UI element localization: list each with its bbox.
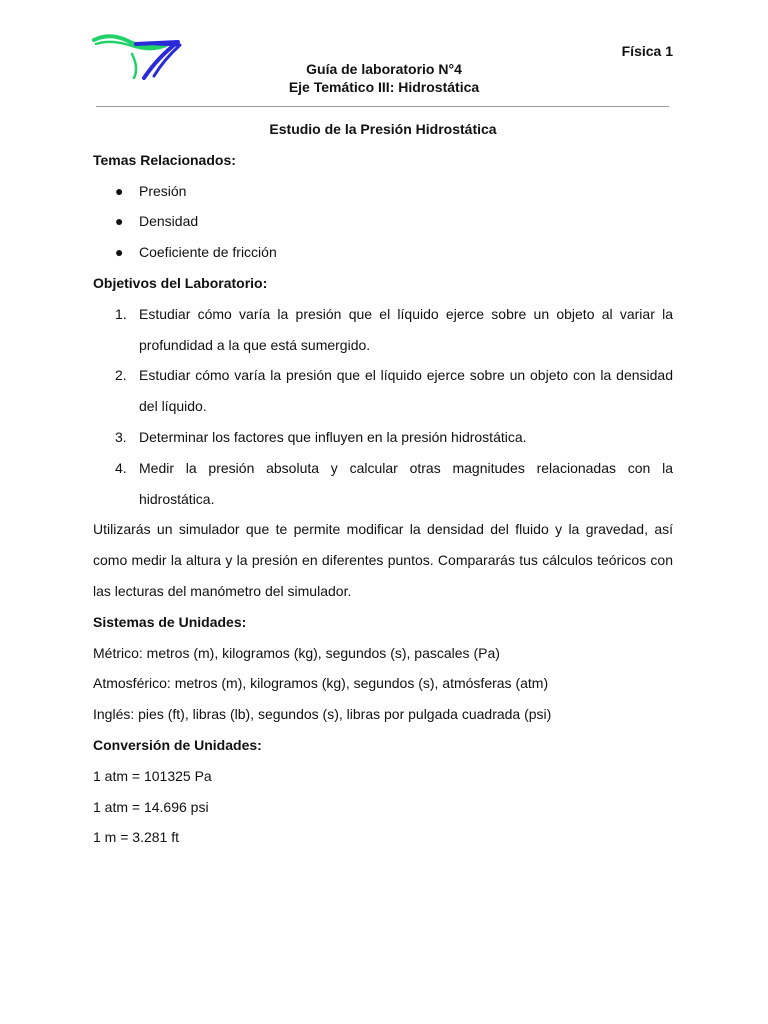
topics-heading: Temas Relacionados: [93,151,236,168]
item-number: 4. [115,459,127,476]
unit-system-metric: Métrico: metros (m), kilogramos (kg), segundos (s), pascales (Pa) [93,644,500,661]
unit-system-english: Inglés: pies (ft), libras (lb), segundos (s), libras por pulgada cuadrada (psi) [93,706,552,723]
conversion-m-ft: 1 m = 3.281 ft [93,829,179,846]
bullet-icon: ● [115,213,124,230]
item-number: 1. [115,305,127,322]
conversion-heading: Conversión de Unidades: [93,736,262,753]
topic-text: Coeficiente de fricción [139,244,277,261]
objectives-list [93,299,673,515]
course-name: Física 1 [621,43,673,59]
list-item [93,206,673,237]
objective-text: Estudiar cómo varía la presión que el líquido ejerce sobre un objeto con la densidad del líquido. [139,367,673,415]
conversion-atm-pa: 1 atm = 101325 Pa [93,767,212,784]
guide-title: Guía de laboratorio N°4 [306,61,462,77]
objectives-heading: Objetivos del Laboratorio: [93,274,268,291]
document-body [93,114,673,853]
item-number: 2. [115,367,127,384]
bullet-icon: ● [115,244,124,261]
bullet-icon: ● [115,182,124,199]
topics-list [93,176,673,268]
list-item [93,176,673,207]
list-item [93,422,673,453]
objective-text: Medir la presión absoluta y calcular otras magnitudes relacionadas con la hidrostática. [139,459,673,507]
header-divider [96,106,669,107]
list-item [93,237,673,268]
list-item [93,453,673,515]
topic-text: Densidad [139,213,199,230]
objective-text: Estudiar cómo varía la presión que el líquido ejerce sobre un objeto al variar la profundidad a la que está sumergido. [139,305,673,353]
objective-text: Determinar los factores que influyen en la presión hidrostática. [139,428,527,445]
topic-text: Presión [139,182,187,199]
list-item [93,360,673,422]
intro-paragraph: Utilizarás un simulador que te permite modificar la densidad del fluido y la gravedad, así como medir la altura y la presión en diferentes puntos. Compararás tus cálculos teóricos con las lecturas del manómetro del simulador. [93,521,673,599]
unit-system-atmospheric: Atmosférico: metros (m), kilogramos (kg), segundos (s), atmósferas (atm) [93,675,549,692]
thematic-axis-title: Eje Temático III: Hidrostática [288,79,480,95]
list-item [93,299,673,361]
conversion-atm-psi: 1 atm = 14.696 psi [93,798,209,815]
item-number: 3. [115,428,127,445]
units-heading: Sistemas de Unidades: [93,613,247,630]
document-subtitle: Estudio de la Presión Hidrostática [269,121,497,137]
